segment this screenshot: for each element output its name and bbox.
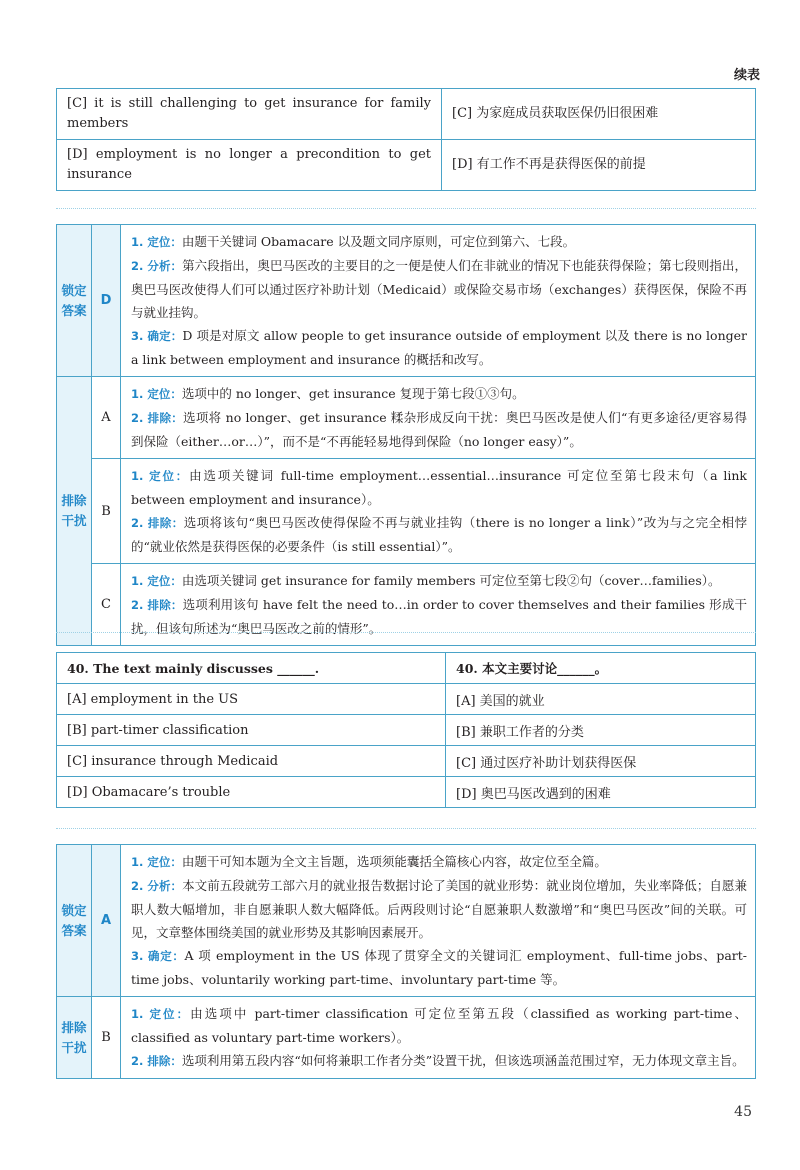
option-zh: [B] 兼职工作者的分类	[446, 715, 756, 746]
answer-analysis	[121, 845, 756, 997]
exclusion-letter: C	[92, 564, 121, 646]
analysis-tag: 2. 分析：	[131, 259, 183, 273]
exclusion-row	[57, 459, 756, 564]
analysis-text: 由选项关键词 get insurance for family members 可定位至第七段②句（cover…families）。	[181, 573, 721, 588]
exclusion-analysis	[121, 459, 756, 564]
answer-label	[57, 225, 92, 377]
table-row	[57, 89, 756, 140]
question-stem-zh: 40. 本文主要讨论______。	[446, 653, 756, 684]
analysis-item	[131, 1002, 747, 1049]
exclude-label-text: 排除干扰	[61, 1019, 87, 1055]
analysis-item	[131, 511, 747, 558]
analysis-tag: 2. 排除：	[131, 598, 183, 612]
option-en: [C] it is still challenging to get insurance for family members	[57, 89, 442, 140]
answer-letter: A	[92, 845, 121, 997]
exclusion-analysis	[121, 377, 756, 459]
exclusion-analysis	[121, 997, 756, 1079]
option-en: [A] employment in the US	[57, 684, 446, 715]
answer-label	[57, 845, 92, 997]
analysis-text: 选项将 no longer、get insurance 糅杂形成反向干扰：奥巴马医改是使人们“有更多途径/更容易得到保险（either…or…）”，而不是“不再能轻易地得到保险（no longer easy）”。	[131, 410, 747, 449]
table-row	[57, 715, 756, 746]
analysis-tag: 2. 排除：	[131, 1054, 182, 1068]
exclude-label	[57, 997, 92, 1079]
answer-row	[57, 845, 756, 997]
analysis-item	[131, 382, 747, 406]
dotted-divider	[56, 208, 756, 209]
analysis-text: 选项利用该句 have felt the need to…in order to cover themselves and their families 形成干扰，但该句所述为“奥巴马医改之前的情形”。	[131, 597, 747, 636]
analysis-text: D 项是对原文 allow people to get insurance outside of employment 以及 there is no longer a link between employment and insurance 的概括和改写。	[131, 328, 747, 367]
analysis-text: 第六段指出，奥巴马医改的主要目的之一便是使人们在非就业的情况下也能获得保险；第七段则指出，奥巴马医改使得人们可以通过医疗补助计划（Medicaid）或保险交易市场（exchanges）获得医保，保险不再与就业挂钩。	[131, 258, 747, 320]
option-zh: [D] 奥巴马医改遇到的困难	[446, 777, 756, 808]
analysis-item	[131, 850, 747, 874]
question-stem-row	[57, 653, 756, 684]
analysis-tag: 1. 定位：	[131, 574, 182, 588]
analysis-item	[131, 324, 747, 371]
analysis-item	[131, 1049, 747, 1073]
analysis-tag: 2. 分析：	[131, 879, 183, 893]
analysis-tag: 1. 定位：	[131, 1007, 191, 1021]
option-zh: [D] 有工作不再是获得医保的前提	[442, 140, 756, 191]
exclusion-letter: B	[92, 459, 121, 564]
q40-question-table	[56, 652, 756, 808]
analysis-text: 由题干可知本题为全文主旨题，选项须能囊括全篇核心内容，故定位至全篇。	[181, 854, 607, 869]
q40-analysis-table	[56, 844, 756, 1079]
analysis-item	[131, 569, 747, 593]
analysis-tag: 1. 定位：	[131, 855, 182, 869]
question-stem-en: 40. The text mainly discusses ______.	[57, 653, 446, 684]
analysis-tag: 1. 定位：	[131, 387, 182, 401]
analysis-text: 由选项中 part-timer classification 可定位至第五段（classified as working part-time、classified as voluntary part-time workers）。	[131, 1006, 747, 1045]
option-en: [D] employment is no longer a precondition to get insurance	[57, 140, 442, 191]
analysis-text: A 项 employment in the US 体现了贯穿全文的关键词汇 employment、full-time jobs、part-time jobs、voluntarily working part-time、involuntary part-time 等。	[131, 948, 748, 987]
analysis-item	[131, 464, 747, 511]
option-en: [B] part-timer classification	[57, 715, 446, 746]
answer-label-text: 锁定答案	[61, 282, 87, 318]
analysis-tag: 1. 定位：	[131, 235, 182, 249]
analysis-text: 选项中的 no longer、get insurance 复现于第七段①③句。	[181, 386, 525, 401]
exclusion-letter: A	[92, 377, 121, 459]
exclusion-row	[57, 564, 756, 646]
analysis-tag: 1. 定位：	[131, 469, 190, 483]
continued-label: 续表	[733, 68, 760, 83]
analysis-text: 由选项关键词 full-time employment…essential…insurance 可定位至第七段末句（a link between employment and insurance）。	[131, 468, 747, 507]
exclude-label	[57, 377, 92, 646]
analysis-tag: 3. 确定：	[131, 329, 183, 343]
exclusion-analysis	[121, 564, 756, 646]
exclusion-row	[57, 997, 756, 1079]
table-row	[57, 746, 756, 777]
analysis-tag: 3. 确定：	[131, 949, 185, 963]
analysis-item	[131, 874, 747, 944]
exclude-label-text: 排除干扰	[61, 493, 87, 528]
analysis-text: 选项利用第五段内容“如何将兼职工作者分类”设置干扰，但该选项涵盖范围过窄，无力体现文章主旨。	[181, 1053, 745, 1068]
option-zh: [A] 美国的就业	[446, 684, 756, 715]
analysis-text: 本文前五段就劳工部六月的就业报告数据讨论了美国的就业形势：就业岗位增加，失业率降低；自愿兼职人数大幅增加，非自愿兼职人数大幅降低。后两段则讨论“自愿兼职人数激增”和“奥巴马医改”间的关联。可见，文章整体围绕美国的就业形势及其影响因素展开。	[131, 878, 747, 940]
option-en: [D] Obamacare’s trouble	[57, 777, 446, 808]
table-row	[57, 777, 756, 808]
option-zh: [C] 通过医疗补助计划获得医保	[446, 746, 756, 777]
answer-label-text: 锁定答案	[61, 902, 87, 938]
continued-options-table	[56, 88, 756, 191]
q39-analysis-table	[56, 224, 756, 646]
analysis-item	[131, 254, 747, 324]
analysis-item	[131, 944, 747, 991]
table-row	[57, 684, 756, 715]
table-row	[57, 140, 756, 191]
option-en: [C] insurance through Medicaid	[57, 746, 446, 777]
analysis-tag: 2. 排除：	[131, 516, 184, 530]
analysis-tag: 2. 排除：	[131, 411, 184, 425]
dotted-divider	[56, 632, 756, 633]
option-zh: [C] 为家庭成员获取医保仍旧很困难	[442, 89, 756, 140]
dotted-divider	[56, 828, 756, 829]
analysis-text: 选项将该句“奥巴马医改使得保险不再与就业挂钩（there is no longer a link）”改为与之完全相悖的“就业依然是获得医保的必要条件（is still essential）”。	[131, 515, 747, 554]
answer-row	[57, 225, 756, 377]
answer-analysis	[121, 225, 756, 377]
page-number: 45	[734, 1104, 752, 1120]
analysis-item	[131, 230, 747, 254]
exclusion-row	[57, 377, 756, 459]
answer-letter: D	[92, 225, 121, 377]
exclusion-letter: B	[92, 997, 121, 1079]
analysis-item	[131, 406, 747, 453]
analysis-text: 由题干关键词 Obamacare 以及题文同序原则，可定位到第六、七段。	[181, 234, 576, 249]
